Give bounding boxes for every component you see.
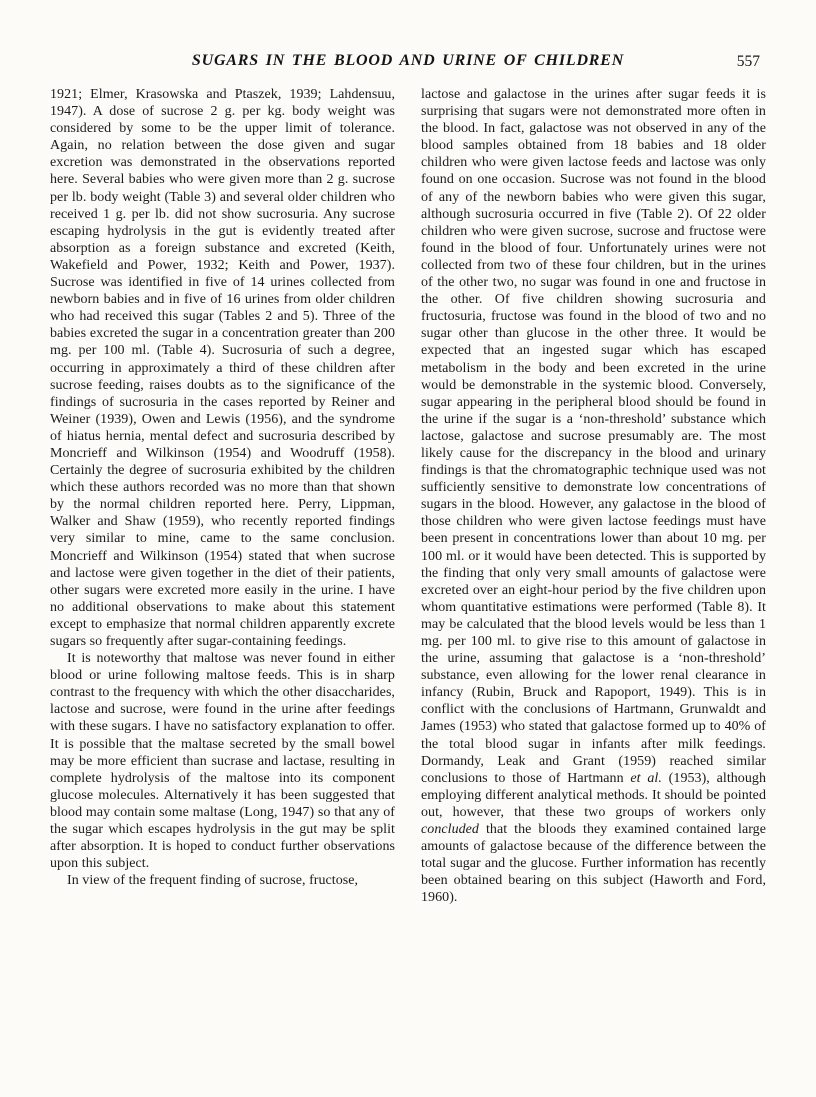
running-head-title: SUGARS IN THE BLOOD AND URINE OF CHILDREN: [191, 52, 625, 69]
two-column-text-block: [50, 86, 766, 907]
right-column: [421, 86, 766, 907]
paragraph-continued-from-previous-page: 1921; Elmer, Krasowska and Ptaszek, 1939; Lahdensuu, 1947). A dose of sucrose 2 g. per kg. body weight was considered by some to be the upper limit of tolerance. Again, no relation between the dose given and sugar excretion was demonstrated in the observations reported here. Several babies who were given more than 2 g. sucrose per lb. body weight (Table 3) and several older children who received 1 g. per lb. did not show sucrosuria. Any sucrose escaping hydrolysis in the gut is evidently treated after absorption as a foreign substance and excreted (Keith, Wakefield and Power, 1932; Keith and Power, 1937). Sucrose was identified in five of 14 urines collected from newborn babies and in five of 16 urines from older children who had received this sugar (Tables 2 and 5). Three of the babies excreted the sugar in a concentration greater than 200 mg. per 100 ml. (Table 4). Sucrosuria of such a degree, occurring in approximately a third of these children after sucrose feeding, raises doubts as to the significance of the findings of sucrosuria in the cases reported by Reiner and Weiner (1939), Owen and Lewis (1956), and the syndrome of hiatus hernia, mental defect and sucrosuria described by Moncrieff and Wilkinson (1954) and Woodruff (1958). Certainly the degree of sucrosuria exhibited by the children which these authors recorded was no more than that shown by the normal children reported here. Perry, Lippman, Walker and Shaw (1959), who recently reported findings very similar to mine, came to the same conclusion. Moncrieff and Wilkinson (1954) stated that when sucrose and lactose were given together in the diet of their patients, other sugars were excreted more easily in the urine. I have no additional observations to make about this statement except to emphasize that normal children apparently excrete sugars so frequently after sugar-containing feedings.: [50, 87, 395, 649]
page-number: 557: [736, 53, 760, 70]
paragraph-continued-right-column: lactose and galactose in the urines after sugar feeds it is surprising that sugars were not demonstrated more often in the blood. In fact, galactose was not observed in any of the blood samples obtained from 18 babies and 18 older children who were given lactose feeds and lactose was only found on one occasion. Sucrose was not found in the blood of any of the newborn babies who were given this sugar, although sucrosuria occurred in five (Table 2). Of 22 older children who were given sucrose, sucrose and fructose were found in the blood of four. Unfortunately urines were not collected from two of these four children, but in the urines of the other two, no sugar was found in one and fructose in the other. Of five children showing sucrosuria and fructosuria, fructose was found in the blood of two and no sugar other than glucose in the other three. It would be expected that an ingested sugar which has escaped metabolism in the body and been excreted in the urine would be demonstrable in the systemic blood. Conversely, sugar appearing in the peripheral blood should be found in the urine if the sugar is a ‘non-threshold’ substance which lactose, galactose and sucrose presumably are. The most likely cause for the discrepancy in the blood and urinary findings is that the chromatographic technique used was not sufficiently sensitive to demonstrate low concentrations of sugars in the blood. However, any galactose in the blood of those children who were given lactose feedings must have been present in concentrations lower than about 10 mg. per 100 ml. or it would have been detected. This is supported by the finding that only very small amounts of galactose were excreted over an eight-hour period by the five children upon whom quantitative estimations were performed (Table 8). It may be calculated that the blood levels would be less than 1 mg. per 100 ml. to give rise to this amount of galactose in the urine, assuming that galactose is a ‘non-threshold’ substance, even allowing for the lower renal clearance in infancy (Rubin, Bruck and Rapoport, 1949). This is in conflict with the conclusions of Hartmann, Grunwaldt and James (1953) who stated that galactose formed up to 40% of the total blood sugar in infants after milk feedings. Dormandy, Leak and Grant (1959) reached similar conclusions to those of Hartmann et al. (1953), although employing different analytical methods. It should be pointed out, however, that these two groups of workers only concluded that the bloods they examined contained large amounts of galactose because of the difference between the total sugar and the glucose. Further information has recently been obtained bearing on this subject (Haworth and Ford, 1960).: [421, 87, 767, 906]
paragraph-maltose: It is noteworthy that maltose was never found in either blood or urine following maltose feeds. This is in sharp contrast to the frequency with which the other disaccharides, lactose and sucrose, were found in the urine after feedings with these sugars. I have no satisfactory explanation to offer. It is possible that the maltase secreted by the small bowel may be more efficient than sucrase and lactase, resulting in complete hydrolysis of the maltose into its component glucose molecules. Alternatively it has been suggested that blood may contain some maltase (Long, 1947) so that any of the sugar which escapes hydrolysis in the gut may be split after absorption. It is hoped to conduct further observations upon this subject.: [50, 651, 395, 872]
page-header: [50, 52, 766, 76]
paragraph-in-view-of: In view of the frequent finding of sucrose, fructose,: [67, 873, 359, 889]
left-column: [50, 86, 395, 907]
